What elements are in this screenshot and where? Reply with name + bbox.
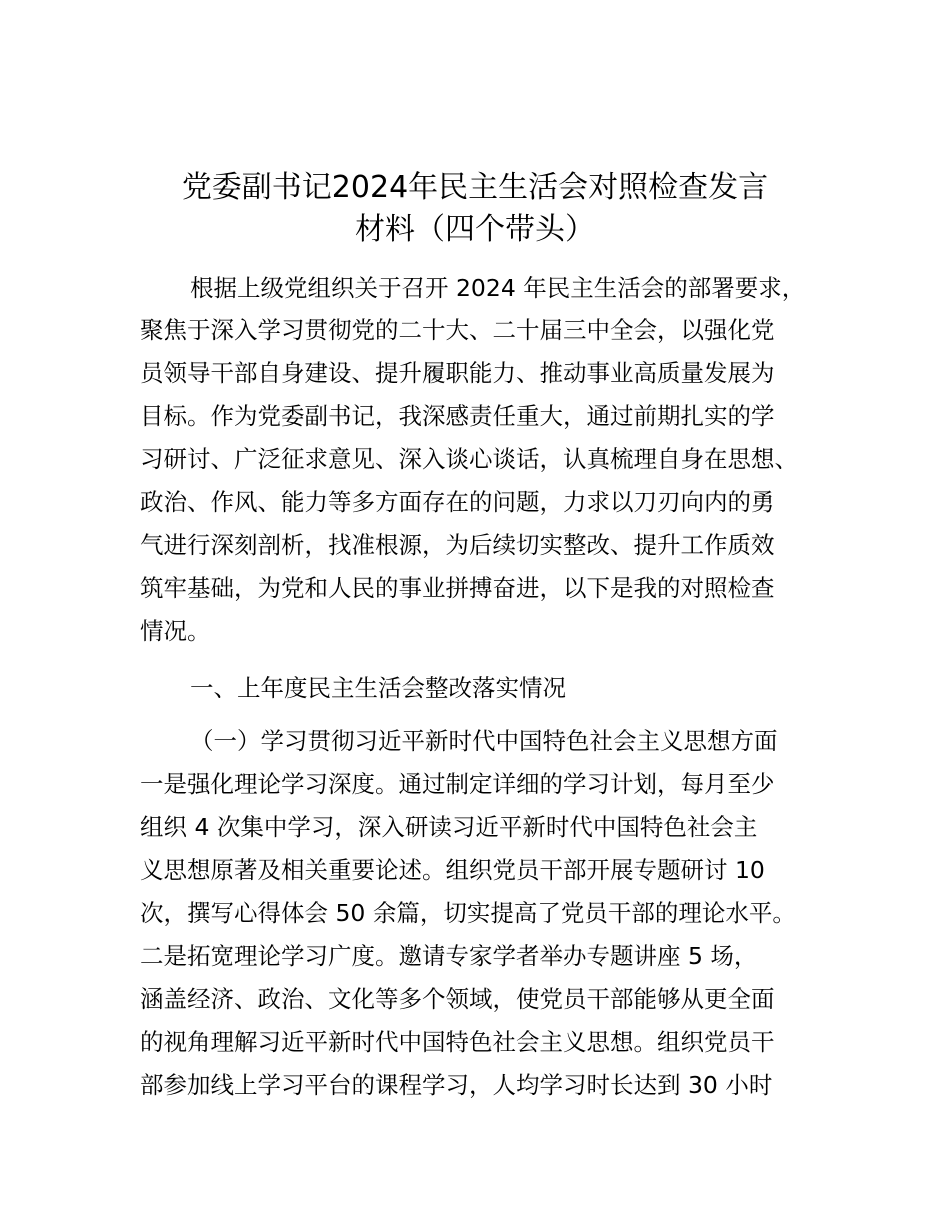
document-title-line-1: 党委副书记2024年民主生活会对照检查发言 xyxy=(181,170,769,205)
paragraph-line: 筑牢基础，为党和人民的事业拼搏奋进，以下是我的对照检查 xyxy=(140,574,775,602)
subsection-heading: （一）学习贯彻习近平新时代中国特色社会主义思想方面 xyxy=(190,727,778,755)
paragraph-line: 组织 4 次集中学习，深入研读习近平新时代中国特色社会主 xyxy=(140,813,758,841)
section-heading: 一、上年度民主生活会整改落实情况 xyxy=(190,674,566,702)
paragraph-line: 目标。作为党委副书记，我深感责任重大，通过前期扎实的学 xyxy=(140,402,775,430)
document-title-line-2: 材料（四个带头） xyxy=(355,212,595,247)
paragraph-line: 一是强化理论学习深度。通过制定详细的学习计划，每月至少 xyxy=(140,770,775,798)
paragraph-line: 聚焦于深入学习贯彻党的二十大、二十届三中全会，以强化党 xyxy=(140,316,775,344)
paragraph-line: 习研讨、广泛征求意见、深入谈心谈话，认真梳理自身在思想、 xyxy=(140,445,798,473)
paragraph-line: 义思想原著及相关重要论述。组织党员干部开展专题研讨 10 xyxy=(140,856,765,884)
paragraph-line: 气进行深刻剖析，找准根源，为后续切实整改、提升工作质效 xyxy=(140,531,775,559)
paragraph-line: 涵盖经济、政治、文化等多个领域，使党员干部能够从更全面 xyxy=(140,985,775,1013)
paragraph-line: 员领导干部自身建设、提升履职能力、推动事业高质量发展为 xyxy=(140,359,775,387)
paragraph-line: 的视角理解习近平新时代中国特色社会主义思想。组织党员干 xyxy=(140,1028,775,1056)
paragraph-line: 次，撰写心得体会 50 余篇，切实提高了党员干部的理论水平。 xyxy=(140,899,796,927)
paragraph-line: 政治、作风、能力等多方面存在的问题，力求以刀刃向内的勇 xyxy=(140,488,775,516)
paragraph-line: 情况。 xyxy=(140,617,211,645)
paragraph-line: 部参加线上学习平台的课程学习，人均学习时长达到 30 小时 xyxy=(140,1071,773,1099)
paragraph-line: 根据上级党组织关于召开 2024 年民主生活会的部署要求， xyxy=(190,274,806,302)
paragraph-line: 二是拓宽理论学习广度。邀请专家学者举办专题讲座 5 场， xyxy=(140,942,758,970)
